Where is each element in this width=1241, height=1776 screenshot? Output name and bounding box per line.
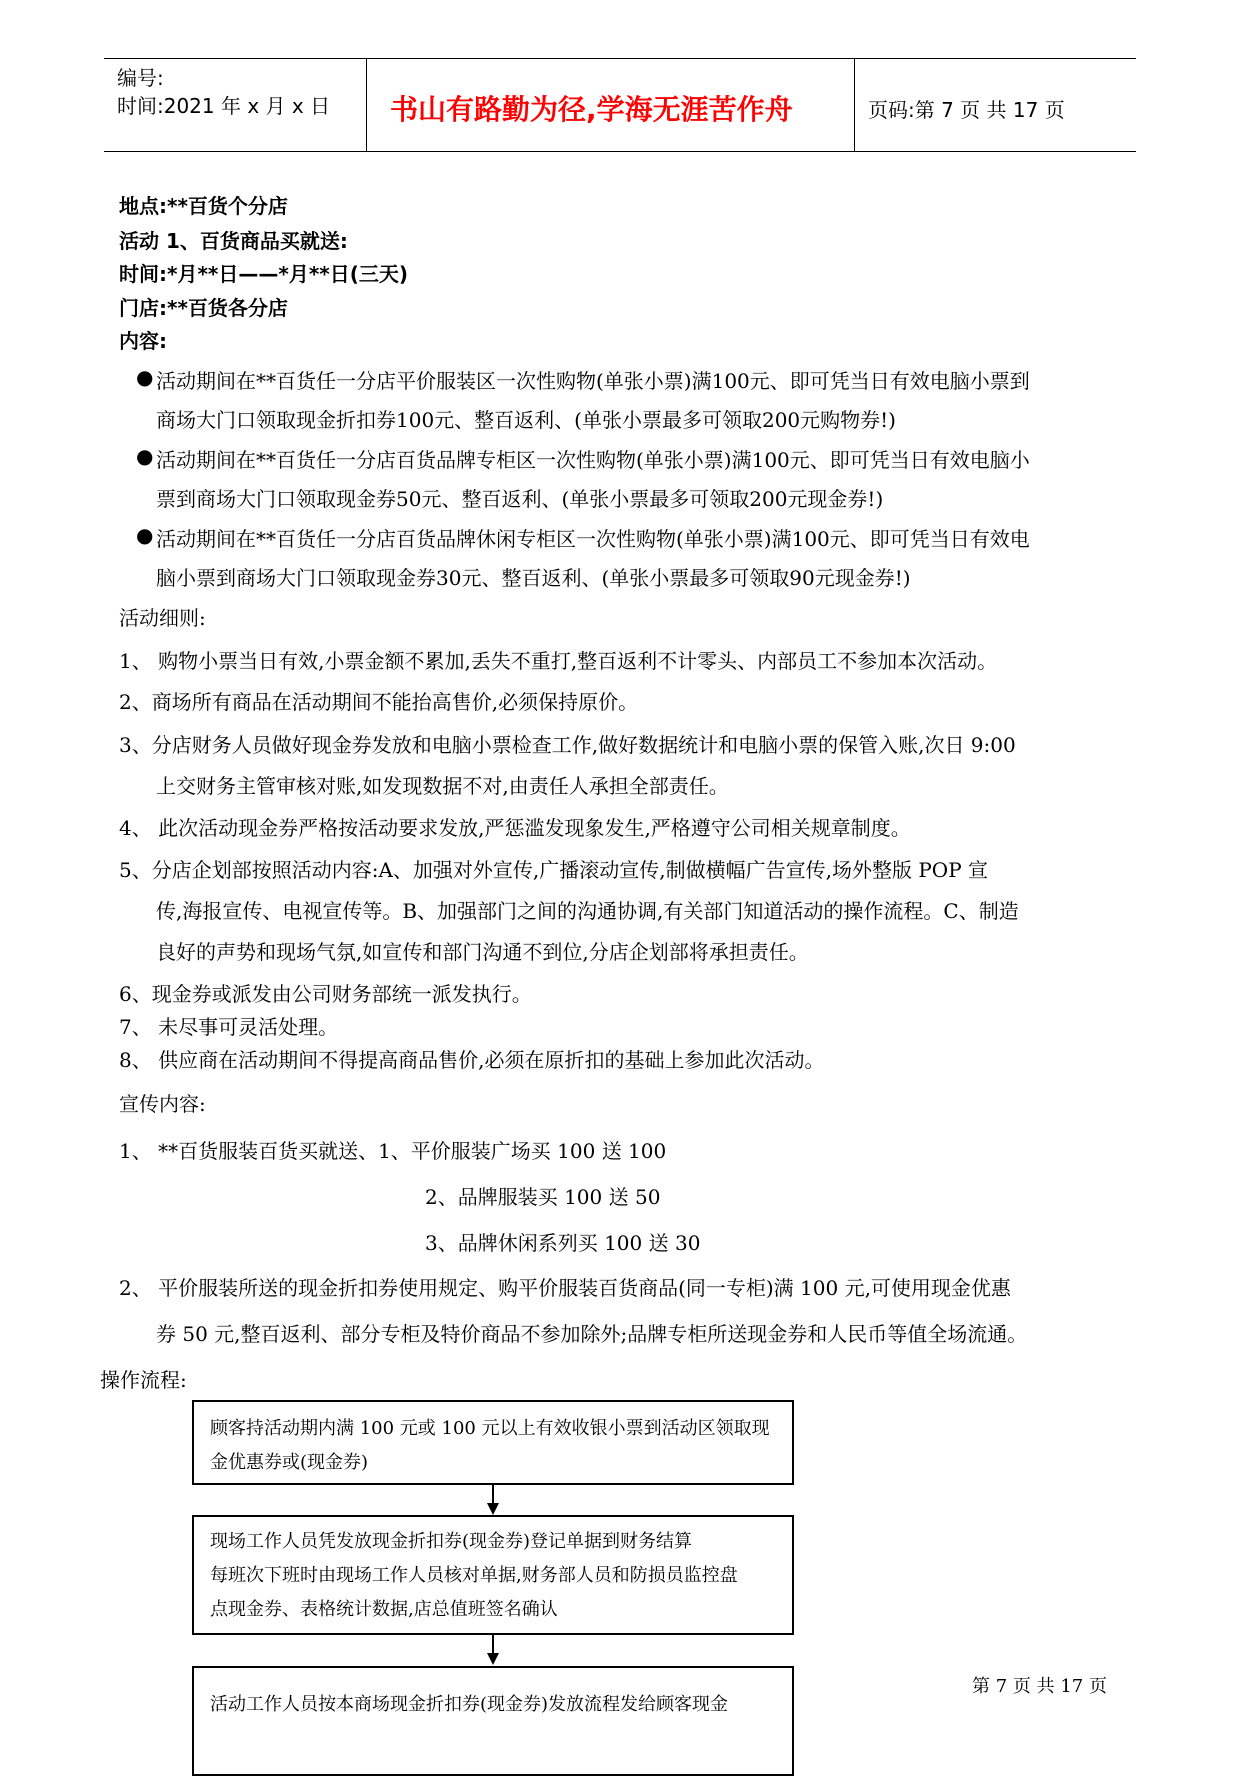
rule-6: 6、现金券或派发由公司财务部统一派发执行。 <box>119 982 532 1006</box>
header-top-rule <box>104 58 1136 59</box>
flow-step-2-line2: 每班次下班时由现场工作人员核对单据,财务部人员和防损员监控盘 <box>210 1565 738 1586</box>
promo-line-5: 券 50 元,整百返利、部分专柜及特价商品不参加除外;品牌专柜所送现金券和人民币等值全场流通。 <box>156 1322 1028 1346</box>
flow-step-3 <box>192 1666 794 1776</box>
location-line: 地点:**百货个分店 <box>119 194 288 218</box>
header-divider-right <box>854 58 855 152</box>
rule-5-cont1: 传,海报宣传、电视宣传等。B、加强部门之间的沟通协调,有关部门知道活动的操作流程。C、制造 <box>156 899 1019 923</box>
bullet-dot-1: ● <box>136 365 154 389</box>
header-bottom-rule <box>104 151 1136 152</box>
promo-line-4: 2、 平价服装所送的现金折扣券使用规定、购平价服装百货商品(同一专柜)满 100 元,可使用现金优惠 <box>119 1276 1011 1300</box>
flow-title: 操作流程: <box>100 1368 187 1392</box>
flow-arrow-1-head <box>487 1503 499 1515</box>
bullet-2-line2: 票到商场大门口领取现金券50元、整百返利、(单张小票最多可领取200元现金券!) <box>156 487 884 511</box>
flow-step-2 <box>192 1515 794 1635</box>
flow-step-2-line1: 现场工作人员凭发放现金折扣券(现金券)登记单据到财务结算 <box>210 1531 693 1552</box>
rule-2: 2、商场所有商品在活动期间不能抬高售价,必须保持原价。 <box>119 690 639 714</box>
bullet-2-line1: 活动期间在**百货任一分店百货品牌专柜区一次性购物(单张小票)满100元、即可凭当日有效电脑小 <box>156 448 1030 472</box>
header-page-label: 页码:第 7 页 共 17 页 <box>868 98 1065 122</box>
rule-5-cont2: 良好的声势和现场气氛,如宣传和部门沟通不到位,分店企划部将承担责任。 <box>156 940 809 964</box>
bullet-dot-3: ● <box>136 523 154 547</box>
promo-line-2: 2、品牌服装买 100 送 50 <box>425 1185 661 1209</box>
flow-step-1-line1: 顾客持活动期内满 100 元或 100 元以上有效收银小票到活动区领取现 <box>210 1418 770 1439</box>
activity-title: 活动 1、百货商品买就送: <box>119 229 348 253</box>
flow-arrow-1-shaft <box>492 1485 494 1503</box>
rule-8: 8、 供应商在活动期间不得提高商品售价,必须在原折扣的基础上参加此次活动。 <box>119 1048 825 1072</box>
flow-step-1 <box>192 1400 794 1485</box>
flow-step-1-line2: 金优惠券或(现金券) <box>210 1452 369 1473</box>
bullet-3-line1: 活动期间在**百货任一分店百货品牌休闲专柜区一次性购物(单张小票)满100元、即可凭当日有效电 <box>156 527 1030 551</box>
bullet-dot-2: ● <box>136 444 154 468</box>
activity-store: 门店:**百货各分店 <box>119 296 288 320</box>
header-time-label: 时间:2021 年 x 月 x 日 <box>117 94 331 118</box>
activity-time: 时间:*月**日——*月**日(三天) <box>119 262 409 286</box>
header-divider-left <box>366 58 367 152</box>
header-number-label: 编号: <box>117 66 164 90</box>
rule-5: 5、分店企划部按照活动内容:A、加强对外宣传,广播滚动宣传,制做横幅广告宣传,场外整版 POP 宣 <box>119 858 989 882</box>
header-motto: 书山有路勤为径,学海无涯苦作舟 <box>390 93 793 126</box>
rule-3: 3、分店财务人员做好现金券发放和电脑小票检查工作,做好数据统计和电脑小票的保管入账,次日 9:00 <box>119 733 1016 757</box>
flow-step-3-line1: 活动工作人员按本商场现金折扣券(现金券)发放流程发给顾客现金 <box>210 1694 729 1715</box>
rule-1: 1、 购物小票当日有效,小票金额不累加,丢失不重打,整百返利不计零头、内部员工不参加本次活动。 <box>119 649 998 673</box>
footer-page-number: 第 7 页 共 17 页 <box>972 1676 1107 1697</box>
bullet-1-line1: 活动期间在**百货任一分店平价服装区一次性购物(单张小票)满100元、即可凭当日有效电脑小票到 <box>156 369 1030 393</box>
rule-7: 7、 未尽事可灵活处理。 <box>119 1015 339 1039</box>
rule-3-cont: 上交财务主管审核对账,如发现数据不对,由责任人承担全部责任。 <box>156 774 729 798</box>
flow-step-2-line3: 点现金券、表格统计数据,店总值班签名确认 <box>210 1599 558 1620</box>
promo-line-1: 1、 **百货服装百货买就送、1、平价服装广场买 100 送 100 <box>119 1139 667 1163</box>
bullet-1-line2: 商场大门口领取现金折扣券100元、整百返利、(单张小票最多可领取200元购物券!) <box>156 408 896 432</box>
flow-arrow-2-head <box>487 1653 499 1665</box>
bullet-3-line2: 脑小票到商场大门口领取现金券30元、整百返利、(单张小票最多可领取90元现金券!) <box>156 566 911 590</box>
promo-line-3: 3、品牌休闲系列买 100 送 30 <box>425 1231 701 1255</box>
rule-4: 4、 此次活动现金券严格按活动要求发放,严惩滥发现象发生,严格遵守公司相关规章制度。 <box>119 816 911 840</box>
flow-arrow-2-shaft <box>492 1635 494 1653</box>
promo-title: 宣传内容: <box>119 1092 206 1116</box>
rules-title: 活动细则: <box>119 606 206 630</box>
content-label: 内容: <box>119 329 167 353</box>
